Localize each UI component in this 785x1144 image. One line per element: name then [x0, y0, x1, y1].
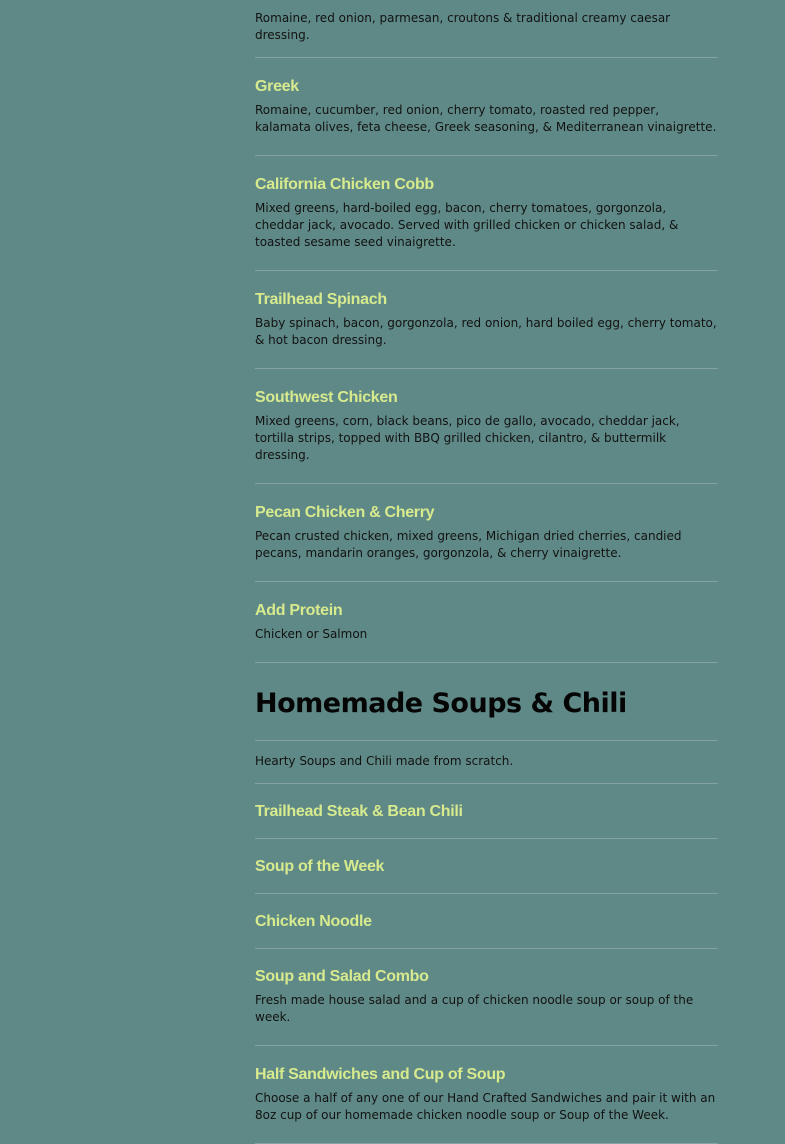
section-intro-block — [255, 741, 718, 784]
menu-item-trailhead-spinach — [255, 271, 718, 369]
menu-item-california-chicken-cobb — [255, 156, 718, 271]
menu-item-title: Pecan Chicken & Cherry — [255, 504, 435, 521]
menu-item-description: Choose a half of any one of our Hand Crafted Sandwiches and pair it with an 8oz cup of our homemade chicken noodle soup or Soup of the Week. — [255, 1091, 716, 1122]
section-title: Homemade Soups & Chili — [255, 688, 627, 719]
menu-item-soup-of-the-week — [255, 839, 718, 894]
menu-content — [255, 0, 718, 1144]
section-header-soups — [255, 663, 718, 741]
menu-item-description: Romaine, red onion, parmesan, croutons & traditional creamy caesar dressing. — [255, 11, 671, 42]
menu-item-title: Chicken Noodle — [255, 913, 372, 930]
menu-item-southwest-chicken — [255, 369, 718, 484]
menu-item-pecan-chicken-cherry — [255, 484, 718, 582]
menu-item-description: Baby spinach, bacon, gorgonzola, red onion, hard boiled egg, cherry tomato, & hot bacon dressing. — [255, 316, 717, 347]
menu-item-title: Greek — [255, 78, 299, 95]
menu-item-caesar — [255, 0, 718, 58]
menu-item-description: Mixed greens, hard-boiled egg, bacon, cherry tomatoes, gorgonzola, cheddar jack, avocado. Served with grilled chicken or chicken salad, & toasted sesame seed vinaigrette. — [255, 201, 679, 249]
menu-item-title: Soup of the Week — [255, 858, 385, 875]
menu-item-add-protein — [255, 582, 718, 663]
menu-item-description: Mixed greens, corn, black beans, pico de gallo, avocado, cheddar jack, tortilla strips, topped with BBQ grilled chicken, cilantro, & buttermilk dressing. — [255, 414, 680, 462]
menu-item-title: Trailhead Steak & Bean Chili — [255, 803, 463, 820]
menu-item-greek — [255, 58, 718, 156]
menu-item-description: Chicken or Salmon — [255, 627, 368, 641]
menu-item-description: Pecan crusted chicken, mixed greens, Michigan dried cherries, candied pecans, mandarin oranges, gorgonzola, & cherry vinaigrette. — [255, 529, 682, 560]
menu-item-title: Half Sandwiches and Cup of Soup — [255, 1066, 506, 1083]
menu-item-chicken-noodle — [255, 894, 718, 949]
menu-item-title: Southwest Chicken — [255, 389, 398, 406]
menu-item-title: California Chicken Cobb — [255, 176, 434, 193]
menu-item-half-sandwiches-cup-of-soup — [255, 1046, 718, 1144]
menu-item-soup-and-salad-combo — [255, 949, 718, 1046]
menu-item-description: Romaine, cucumber, red onion, cherry tomato, roasted red pepper, kalamata olives, feta cheese, Greek seasoning, & Mediterranean vinaigrette. — [255, 103, 717, 134]
menu-item-description: Fresh made house salad and a cup of chicken noodle soup or soup of the week. — [255, 993, 694, 1024]
menu-item-title: Trailhead Spinach — [255, 291, 387, 308]
section-intro: Hearty Soups and Chili made from scratch. — [255, 754, 514, 768]
menu-item-title: Soup and Salad Combo — [255, 968, 429, 985]
menu-item-trailhead-steak-bean-chili — [255, 784, 718, 839]
menu-item-title: Add Protein — [255, 602, 343, 619]
